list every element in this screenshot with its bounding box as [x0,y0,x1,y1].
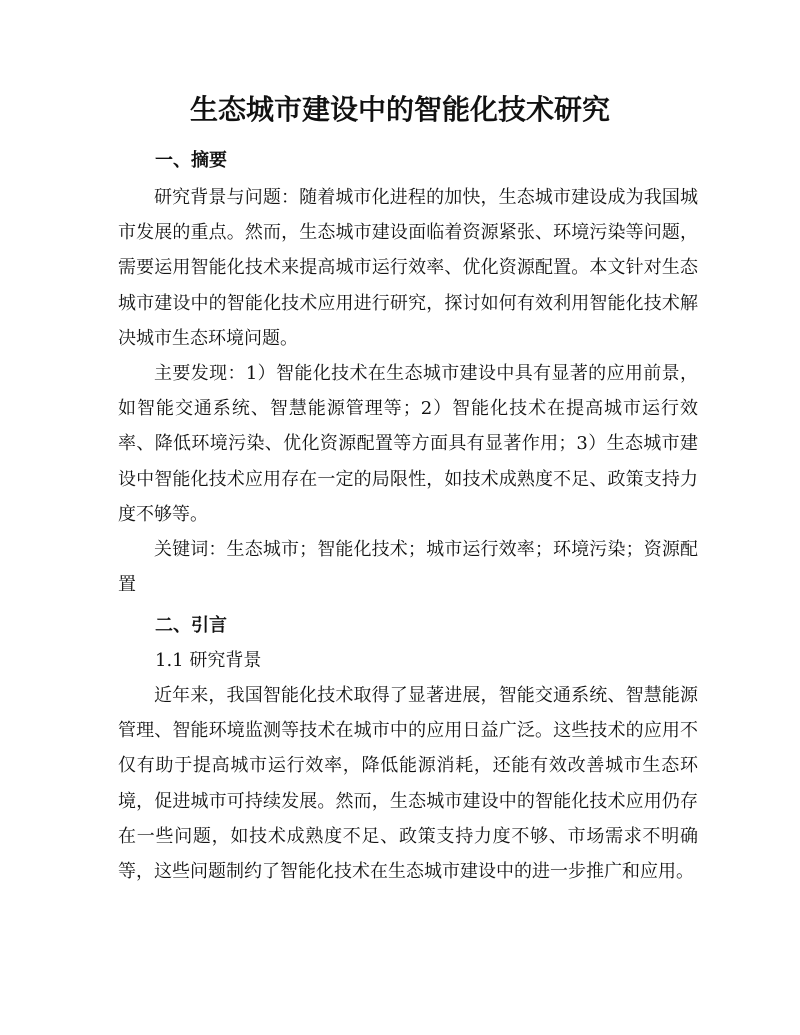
keywords-paragraph: 关键词：生态城市；智能化技术；城市运行效率；环境污染；资源配置 [118,539,698,596]
document-title: 生态城市建设中的智能化技术研究 [189,93,610,126]
subsection-heading-research-background: 1.1 研究背景 [155,650,262,671]
abstract-paragraph-findings: 主要发现：1）智能化技术在生态城市建设中具有显著的应用前景，如智能交通系统、智慧能源管理等；2）智能化技术在提高城市运行效率、降低环境污染、优化资源配置等方面具有显著作用；3）生态城市建设中智能化技术应用存在一定的局限性，如技术成熟度不足、政策支持力度不够等。 [118,363,698,525]
introduction-paragraph: 近年来，我国智能化技术取得了显著进展，智能交通系统、智慧能源管理、智能环境监测等技术在城市中的应用日益广泛。这些技术的应用不仅有助于提高城市运行效率，降低能源消耗，还能有效改善城市生态环境，促进城市可持续发展。然而，生态城市建设中的智能化技术应用仍存在一些问题，如技术成熟度不足、政策支持力度不够、市场需求不明确等，这些问题制约了智能化技术在生态城市建设中的进一步推广和应用。 [118,685,698,883]
abstract-paragraph-background: 研究背景与问题：随着城市化进程的加快，生态城市建设成为我国城市发展的重点。然而，生态城市建设面临着资源紧张、环境污染等问题，需要运用智能化技术来提高城市运行效率、优化资源配置。本文针对生态城市建设中的智能化技术应用进行研究，探讨如何有效利用智能化技术解决城市生态环境问题。 [118,187,698,349]
section-heading-abstract: 一、摘要 [155,150,227,171]
section-heading-introduction: 二、引言 [155,615,227,636]
